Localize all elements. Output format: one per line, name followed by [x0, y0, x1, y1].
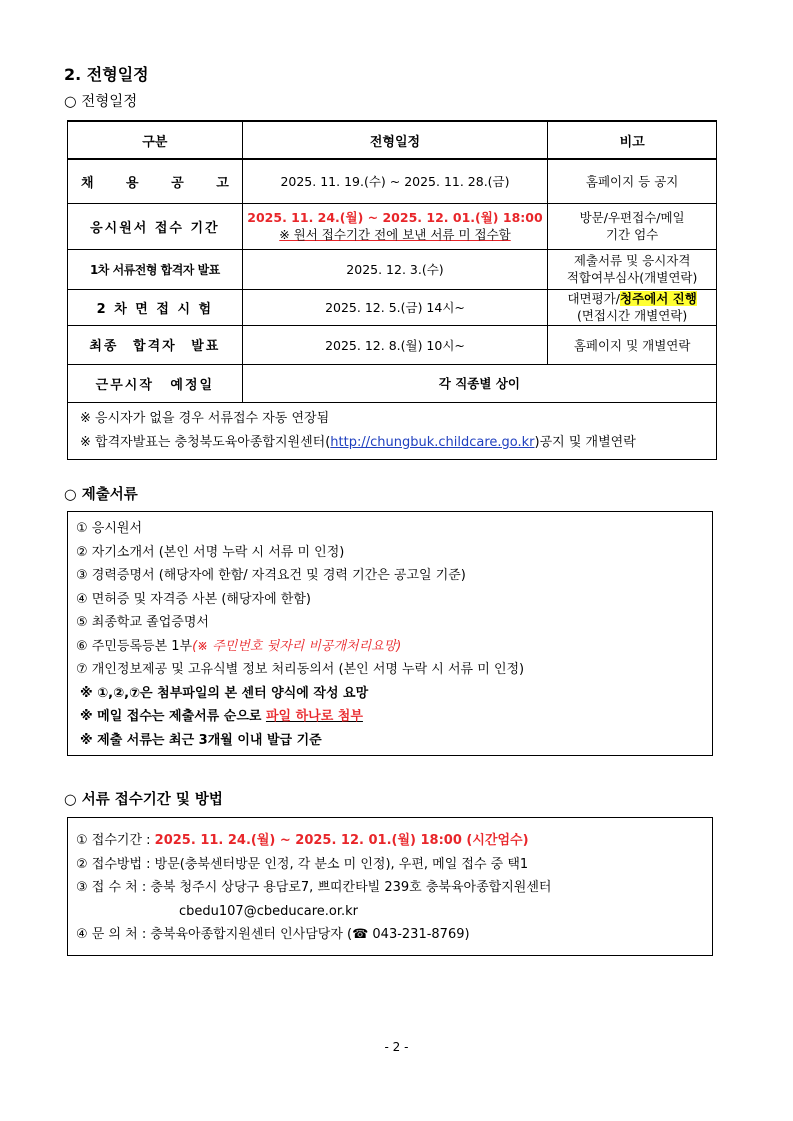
table-row [68, 249, 717, 289]
row-note-highlight: 청주에서 진행 [619, 291, 697, 306]
childcare-site-link[interactable]: http://chungbuk.childcare.go.kr [330, 434, 535, 450]
row-label: 근무시작 예정일 [68, 364, 243, 402]
table-row [68, 159, 717, 203]
doc-item: ⑤ 최종학교 졸업증명서 [76, 615, 209, 630]
table-row [68, 203, 717, 249]
row-schedule: 2025. 12. 3.(수) [242, 249, 548, 289]
note-announcement: ※ 합격자발표는 충청북도육아종합지원센터(http://chungbuk.childcare.go.kr)공지 및 개별연락 [80, 434, 636, 450]
table-notes-row [68, 402, 717, 459]
row-label: 2 차 면 접 시 험 [68, 289, 243, 325]
doc-item: ② 자기소개서 (본인 서명 누락 시 서류 미 인정) [76, 544, 345, 560]
row-label: 채 용 공 고 [68, 159, 243, 203]
receipt-section-title: ○ 서류 접수기간 및 방법 [64, 792, 223, 808]
row-note: 홈페이지 등 공지 [548, 159, 717, 203]
row-schedule-warning: ※ 원서 접수기간 전에 보낸 서류 미 접수함 [279, 227, 511, 242]
note-auto-extend: ※ 응시자가 없을 경우 서류접수 자동 연장됨 [80, 410, 330, 426]
receipt-period-value: 2025. 11. 24.(월) ~ 2025. 12. 01.(월) 18:00 (시간엄수) [154, 833, 529, 848]
receipt-email: cbedu107@cbeducare.or.kr [179, 903, 359, 919]
receipt-box [67, 817, 713, 956]
header-remark: 비고 [548, 121, 717, 159]
doc-note: ※ 메일 접수는 제출서류 순으로 파일 하나로 첨부 [80, 709, 363, 724]
header-category: 구분 [68, 121, 243, 159]
doc-note: ※ 제출 서류는 최근 3개월 이내 발급 기준 [80, 732, 322, 748]
section-title: 2. 전형일정 [64, 65, 149, 84]
doc-item: ③ 경력증명서 (해당자에 한함/ 자격요건 및 경력 기간은 공고일 기준) [76, 568, 466, 583]
row-note: 대면평가/ [567, 291, 620, 306]
receipt-method: ② 접수방법 : 방문(충북센터방문 인정, 각 분소 미 인정), 우편, 메일 접수 중 택1 [76, 856, 529, 872]
row-label: 1차 서류전형 합격자 발표 [68, 249, 243, 289]
doc-item: ⑥ 주민등록등본 1부(※ 주민번호 뒷자리 비공개처리요망) [76, 638, 402, 654]
doc-item: ⑦ 개인정보제공 및 고유식별 정보 처리동의서 (본인 서명 누락 시 서류 미 인정) [76, 662, 525, 677]
row-note-2: 적합여부심사(개별연락) [566, 270, 698, 285]
doc-item: ① 응시원서 [76, 521, 143, 536]
header-schedule: 전형일정 [242, 121, 548, 159]
table-row [68, 325, 717, 364]
receipt-contact: ④ 문 의 처 : 충북육아종합지원센터 인사담당자 (☎ 043-231-8769) [76, 927, 470, 942]
row-schedule: 2025. 12. 8.(월) 10시~ [242, 325, 548, 364]
table-row [68, 364, 717, 402]
row-label: 최종 합격자 발표 [68, 325, 243, 364]
doc-item: ④ 면허증 및 자격증 사본 (해당자에 한함) [76, 591, 311, 607]
row-note: 제출서류 및 응시자격 [573, 253, 691, 268]
row-note-2: 기간 엄수 [605, 227, 659, 242]
doc-note-highlight: 파일 하나로 첨부 [265, 709, 363, 724]
docs-box [67, 511, 713, 756]
row-note: 홈페이지 및 개별연락 [548, 325, 717, 364]
docs-section-title: ○ 제출서류 [64, 487, 138, 503]
receipt-period-label: ① 접수기간 : [76, 833, 155, 848]
receipt-address: ③ 접 수 처 : 충북 청주시 상당구 용담로7, 쁘띠칸타빌 239호 충북육아종합지원센터 [76, 880, 552, 895]
row-schedule: 2025. 11. 19.(수) ~ 2025. 11. 28.(금) [242, 159, 548, 203]
row-schedule: 각 직종별 상이 [242, 364, 716, 402]
row-label: 응시원서 접수 기간 [68, 203, 243, 249]
table-row [68, 289, 717, 325]
doc-item-warning: (※ 주민번호 뒷자리 비공개처리요망) [192, 638, 402, 654]
doc-note: ※ ①,②,⑦은 첨부파일의 본 센터 양식에 작성 요망 [80, 685, 369, 701]
row-note: 방문/우편접수/메일 [579, 210, 685, 225]
page-number: - 2 - [384, 1040, 409, 1054]
row-schedule: 2025. 12. 5.(금) 14시~ [242, 289, 548, 325]
schedule-table [67, 120, 717, 460]
row-schedule: 2025. 11. 24.(월) ~ 2025. 12. 01.(월) 18:00 [247, 210, 543, 225]
subsection-title: ○ 전형일정 [64, 94, 138, 110]
row-note-2: (면접시간 개별연락) [576, 308, 688, 323]
